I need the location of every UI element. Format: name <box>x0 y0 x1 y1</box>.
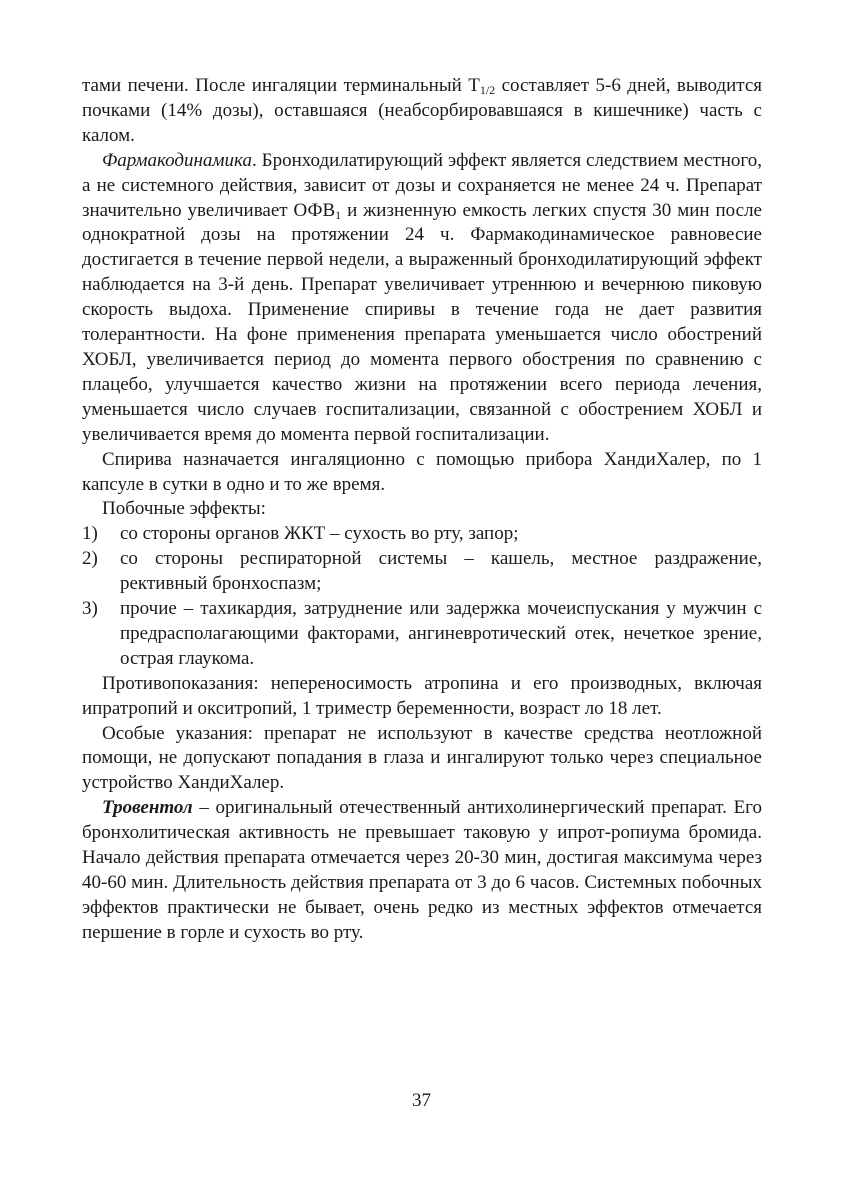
page-number: 37 <box>412 1090 431 1111</box>
list-item-text: со стороны органов ЖКТ – сухость во рту, запор; <box>120 523 519 545</box>
text-run: – оригинальный отечественный антихолинергический препарат. Его бронхолитическая активность не превышает таковую у ипрот-ропиума бромида. Начало действия препарата отмечается через 20-30 мин, достигая максимума через 40-60 мин. Длительность действия препарата от 3 до 6 часов. Системных побочных эффектов практически не бывает, очень редко из местных эффектов отмечается першение в горле и сухость во рту. <box>82 797 762 943</box>
list-item-text: со стороны респираторной системы – кашель, местное раздражение, рективный бронхоспазм; <box>120 548 762 595</box>
text-run: составляет 5-6 дней, выводится почками (14% дозы), оставшаяся (неабсорбировавшаяся в кишечнике) часть с калом. <box>82 75 763 146</box>
list-item-text: прочие – тахикардия, затруднение или задержка мочеиспускания у мужчин с предрасполагающими факторами, ангиневротический отек, нечеткое зрение, острая глаукома. <box>120 598 762 669</box>
body-text <box>82 74 762 946</box>
paragraph-troventol <box>82 796 762 945</box>
section-lead-italic: Фармакодинамика <box>102 149 252 171</box>
paragraph-dosage: Спирива назначается ингаляционно с помощью прибора ХандиХалер, по 1 капсуле в сутки в одно и то же время. <box>82 448 762 495</box>
paragraph-contraindications: Противопоказания: непереносимость атропина и его производных, включая ипратропий и окситропий, 1 триместр беременности, возраст ло 18 лет. <box>82 672 762 719</box>
subscript: 1 <box>335 207 342 222</box>
list-number: 1) <box>82 523 98 545</box>
drug-name-bold-italic: Тровентол <box>102 797 193 819</box>
paragraph-pharmacodynamics <box>82 149 762 448</box>
paragraph-side-effects-heading: Побочные эффекты: <box>102 498 266 520</box>
list-number: 2) <box>82 548 98 570</box>
text-run: . Бронходилатирующий эффект является следствием местного, а не системного действия, зависит от дозы и сохраняется не менее 24 ч. Препарат значительно увеличивает ОФВ <box>82 149 762 221</box>
list-item <box>82 597 762 672</box>
list-item <box>82 547 762 597</box>
paragraph-pharmacokinetics-end <box>82 74 762 149</box>
text-run: и жизненную емкость легких спустя 30 мин после однократной дозы на протяжении 24 ч. Фармакодинамическое равновесие достигается в течение первой недели, а выраженный бронходилатирующий эффект наблюдается на 3-й день. Препарат увеличивает утреннюю и вечернюю пиковую скорость выдоха. Применение спиривы в течение года не дает развития толерантности. На фоне применения препарата уменьшается число обострений ХОБЛ, увеличивается период до момента первого обострения по сравнению с плацебо, улучшается качество жизни на протяжении всего периода лечения, уменьшается число случаев госпитализации, связанной с обострением ХОБЛ и увеличивается время до момента первой госпитализации. <box>82 199 762 445</box>
text-run: тами печени. После ингаляции терминальный Т <box>82 75 480 96</box>
subscript: 1/2 <box>479 83 496 97</box>
paragraph-special-instructions: Особые указания: препарат не используют в качестве средства неотложной помощи, не допускают попадания в глаза и ингалируют только через специальное устройство ХандиХалер. <box>82 722 762 794</box>
list-item <box>82 522 762 547</box>
list-number: 3) <box>82 598 98 620</box>
